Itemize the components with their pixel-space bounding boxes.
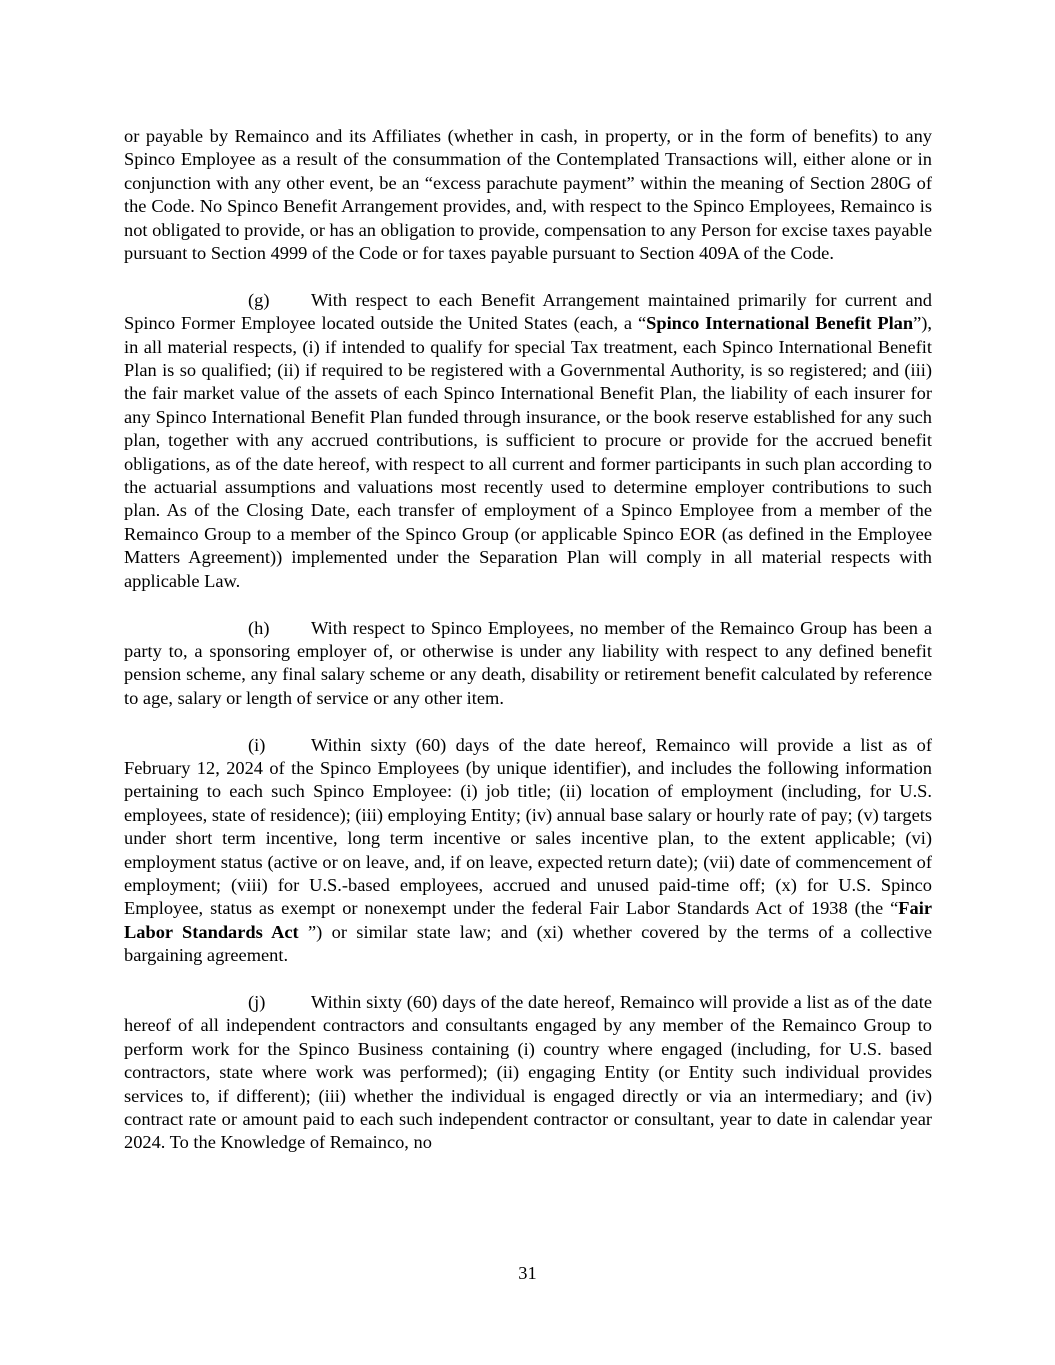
paragraph-continuation: or payable by Remainco and its Affiliates (whether in cash, in property, or in the form of benefits) to any Spinco Employee as a result of the consummation of the Contemplated Transactions will, either alone or in conjunction with any other event, be an “excess parachute payment” within the meaning of Section 280G of the Code. No Spinco Benefit Arrangement provides, and, with respect to the Spinco Employees, Remainco is not obligated to provide, or has an obligation to provide, compensation to any Person for excise taxes payable pursuant to Section 4999 of the Code or for taxes payable pursuant to Section 409A of the Code.	[124, 126, 932, 264]
paragraph-marker: (j)	[248, 991, 266, 1012]
paragraph-marker: (g)	[248, 289, 270, 310]
paragraph-text: Within sixty (60) days of the date hereof, Remainco will provide a list as of February 12, 2024 of the Spinco Employees (by unique identifier), and includes the following information pertaining to each such Spinco Employee: (i) job title; (ii) location of employment (including, for U.S. employees, state of residence); (iii) employing Entity; (iv) annual base salary or hourly rate of pay; (v) targets under short term incentive, long term incentive or sales incentive plan, to the extent applicable; (vi) employment status (active or on leave, and, if on leave, expected return date); (vii) date of commencement of employment; (viii) for U.S.-based employees, accrued and unused paid-time off; (x) for U.S. Spinco Employee, status as exempt or nonexempt under the federal Fair Labor Standards Act of 1938 (the “	[124, 734, 932, 919]
page-number: 31	[518, 1263, 537, 1283]
paragraph-marker: (i)	[248, 734, 266, 755]
paragraph-h	[124, 617, 932, 711]
defined-term: Fair Labor Standards Act	[124, 898, 932, 942]
paragraph-j	[124, 991, 932, 1155]
paragraph-text: ”), in all material respects, (i) if intended to qualify for special Tax treatment, each Spinco International Benefit Plan is so qualified; (ii) if required to be registered with a Governmental Authority, is so registered; and (iii) the fair market value of the assets of each Spinco International Benefit Plan, the liability of each insurer for any Spinco International Benefit Plan funded through insurance, or the book reserve established for any such plan, together with any accrued contributions, is sufficient to procure or provide for the accrued benefit obligations, as of the date hereof, with respect to all current and former participants in such plan according to the actuarial assumptions and valuations most recently used to determine employer contributions to such plan. As of the Closing Date, each transfer of employment of a Spinco Employee from a member of the Remainco Group to a member of the Spinco Group (or applicable Spinco EOR (as defined in the Employee Matters Agreement)) implemented under the Separation Plan will comply in all material respects with applicable Law.	[124, 313, 932, 591]
paragraph-text: With respect to Spinco Employees, no member of the Remainco Group has been a party to, a sponsoring employer of, or otherwise is under any liability with respect to any defined benefit pension scheme, any final salary scheme or any death, disability or retirement benefit calculated by reference to age, salary or length of service or any other item.	[124, 617, 932, 708]
paragraph-text: With respect to each Benefit Arrangement maintained primarily for current and Spinco Former Employee located outside the United States (each, a “	[124, 289, 932, 334]
paragraph-text: ”) or similar state law; and (xi) whether covered by the terms of a collective bargaining agreement.	[124, 921, 932, 966]
defined-term: Spinco International Benefit Plan	[646, 313, 914, 334]
paragraph-i	[124, 734, 932, 968]
document-body	[124, 125, 932, 1155]
paragraph-text: Within sixty (60) days of the date hereof, Remainco will provide a list as of the date hereof of all independent contractors and consultants engaged by any member of the Remainco Group to perform work for the Spinco Business containing (i) country where engaged (including, for U.S. based contractors, state where work was performed); (ii) engaging Entity (or Entity such individual provides services to, if different); (iii) whether the individual is engaged directly or via an intermediary; and (iv) contract rate or amount paid to each such independent contractor or consultant, year to date in calendar year 2024. To the Knowledge of Remainco, no	[124, 991, 932, 1153]
paragraph-g	[124, 289, 932, 593]
paragraph-marker: (h)	[248, 617, 270, 638]
